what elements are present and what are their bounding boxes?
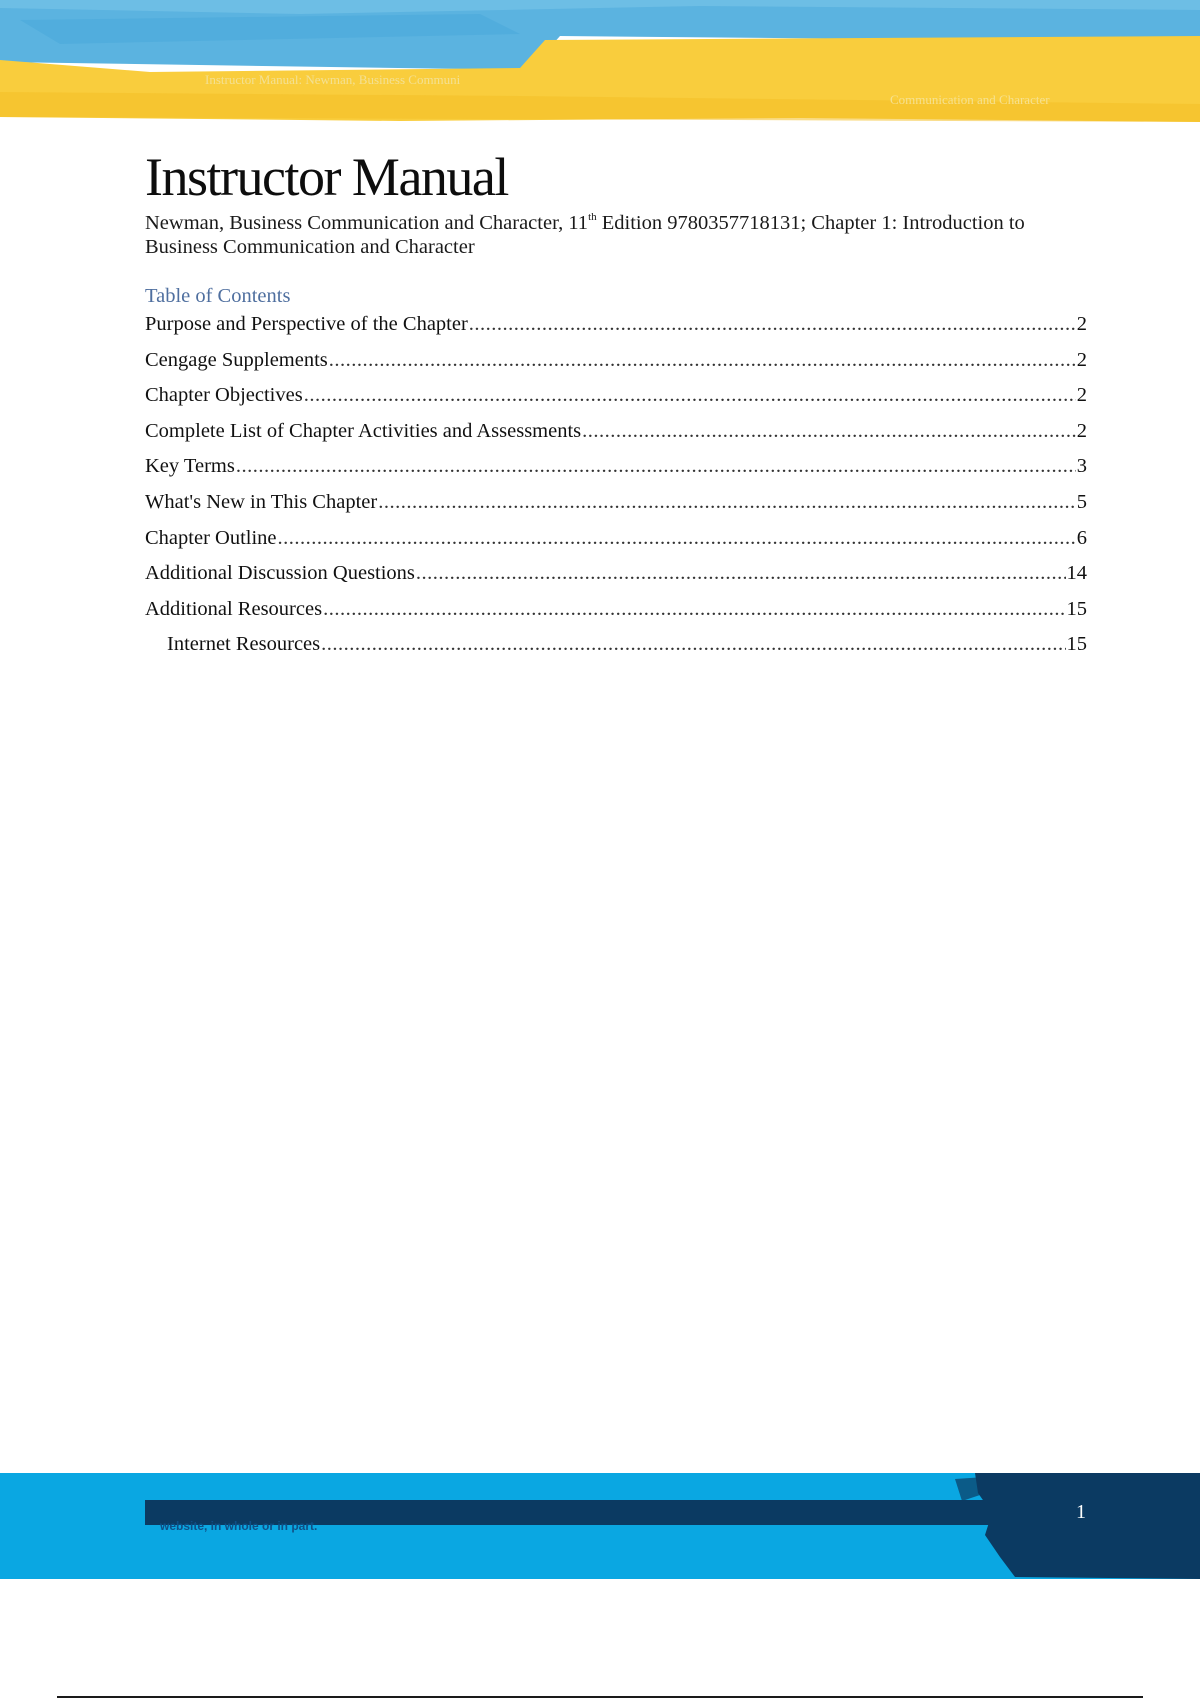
toc-entry-label: Internet Resources [167, 633, 321, 656]
toc-entry-activities-and-assessments[interactable] [145, 416, 1087, 452]
toc-dot-leader [236, 451, 1076, 481]
toc-entry-page: 2 [1076, 419, 1087, 442]
toc-entry-label: Complete List of Chapter Activities and Assessments [145, 419, 582, 442]
toc-entry-purpose-and-perspective[interactable] [145, 309, 1087, 345]
toc-heading: Table of Contents [145, 285, 291, 307]
toc-entry-internet-resources[interactable] [145, 629, 1087, 665]
toc-dot-leader [321, 629, 1065, 659]
toc-dot-leader [329, 345, 1076, 375]
header-banner [0, 0, 1200, 125]
toc-dot-leader [323, 594, 1065, 624]
toc-dot-leader [469, 309, 1076, 339]
toc-dot-leader [582, 416, 1076, 446]
toc-entry-label: Purpose and Perspective of the Chapter [145, 313, 468, 335]
toc-entry-label: Chapter Objectives [145, 384, 303, 407]
table-of-contents [145, 309, 1087, 665]
toc-dot-leader [416, 558, 1066, 588]
toc-entry-whats-new[interactable] [145, 487, 1087, 523]
toc-entry-page: 15 [1066, 597, 1087, 620]
toc-entry-page: 5 [1076, 490, 1087, 513]
document-subtitle [145, 211, 1090, 259]
toc-entry-chapter-objectives[interactable] [145, 380, 1087, 416]
toc-entry-additional-resources[interactable] [145, 594, 1087, 630]
toc-dot-leader [304, 380, 1076, 410]
document-title: Instructor Manual [145, 147, 508, 207]
toc-dot-leader [278, 523, 1076, 553]
toc-dot-leader [378, 487, 1076, 517]
toc-entry-page: 2 [1076, 348, 1087, 371]
subtitle-text-part2: Edition 9780357718131; Chapter 1: Introduction to Business Communication and Character [145, 212, 1025, 258]
toc-entry-page: 6 [1076, 526, 1087, 549]
toc-entry-key-terms[interactable] [145, 451, 1087, 487]
toc-entry-chapter-outline[interactable] [145, 523, 1087, 559]
toc-entry-label: Key Terms [145, 455, 235, 478]
toc-entry-page: 15 [1066, 633, 1087, 656]
toc-entry-label: Additional Discussion Questions [145, 562, 415, 585]
toc-entry-label: Chapter Outline [145, 526, 277, 549]
subtitle-ordinal-suffix: th [588, 211, 597, 223]
toc-entry-page: 2 [1076, 384, 1087, 407]
subtitle-text-part1: Newman, Business Communication and Character, 11 [145, 212, 589, 234]
toc-entry-label: What's New in This Chapter [145, 490, 378, 513]
toc-entry-label: Cengage Supplements [145, 348, 328, 371]
page-number: 1 [1076, 1501, 1086, 1523]
header-running-subtitle: Communication and Character [890, 92, 1050, 107]
toc-entry-cengage-supplements[interactable] [145, 345, 1087, 381]
toc-entry-page: 3 [1076, 455, 1087, 478]
toc-entry-page: 2 [1076, 313, 1087, 335]
toc-entry-page: 14 [1066, 562, 1087, 585]
toc-entry-label: Additional Resources [145, 597, 323, 620]
footer-copyright-note: website, in whole or in part. [160, 1519, 318, 1533]
bottom-divider [57, 1696, 1143, 1698]
header-running-title: Instructor Manual: Newman, Business Communi [205, 72, 461, 87]
toc-entry-discussion-questions[interactable] [145, 558, 1087, 594]
